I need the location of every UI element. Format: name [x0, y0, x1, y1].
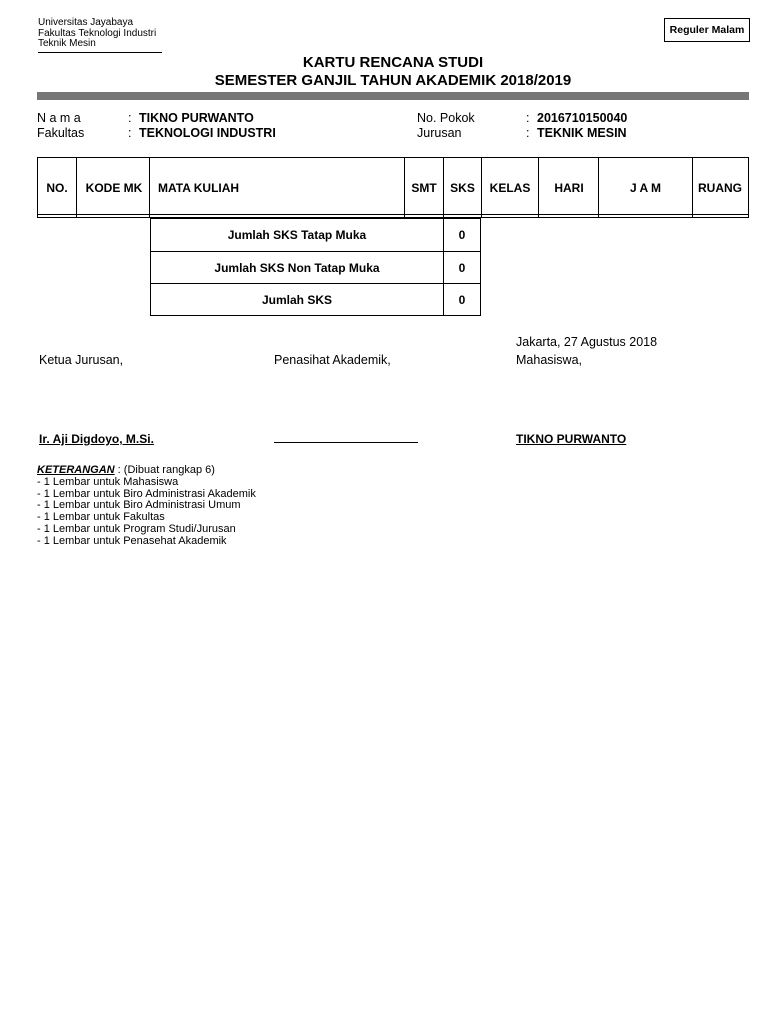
student-signature-name: TIKNO PURWANTO: [516, 432, 627, 446]
academic-advisor-label: Penasihat Akademik,: [274, 353, 391, 367]
institution-block: [38, 18, 156, 50]
column-divider: [149, 158, 150, 217]
column-header-class: KELAS: [489, 180, 531, 195]
name-label: N a m a: [37, 111, 81, 125]
column-header-room: RUANG: [698, 180, 742, 195]
document-subtitle: SEMESTER GANJIL TAHUN AKADEMIK 2018/2019: [214, 72, 572, 89]
notes-item: - 1 Lembar untuk Biro Administrasi Umum: [37, 499, 241, 512]
faculty-name: Fakultas Teknologi Industri: [38, 27, 157, 39]
summary-row: [151, 252, 480, 284]
column-header-time: J A M: [629, 180, 662, 195]
place-date: Jakarta, 27 Agustus 2018: [516, 335, 658, 349]
table-header-underline: [37, 214, 749, 215]
notes-item: - 1 Lembar untuk Mahasiswa: [37, 475, 179, 488]
student-id-value: 2016710150040: [537, 111, 628, 125]
notes-title: KETERANGAN: [37, 464, 115, 476]
summary-label: Jumlah SKS: [261, 293, 333, 307]
department-name: Teknik Mesin: [38, 38, 96, 49]
summary-value: 0: [458, 228, 466, 242]
major-label: Jurusan: [417, 126, 462, 140]
major-value: TEKNIK MESIN: [537, 126, 627, 140]
column-header-day: HARI: [554, 180, 584, 195]
header-divider: [37, 92, 749, 100]
notes-item: - 1 Lembar untuk Program Studi/Jurusan: [37, 522, 236, 535]
summary-row: [151, 284, 480, 316]
name-value: TIKNO PURWANTO: [139, 111, 254, 125]
course-table-header: [37, 157, 749, 218]
student-signature-label: Mahasiswa,: [516, 353, 582, 367]
summary-value: 0: [458, 261, 466, 275]
credits-summary-table: [150, 218, 481, 316]
class-type-badge: Reguler Malam: [664, 18, 750, 42]
major-colon: :: [526, 126, 530, 140]
summary-value: 0: [458, 293, 466, 307]
column-header-course-code: KODE MK: [85, 180, 143, 195]
student-id-colon: :: [526, 111, 530, 125]
faculty-label: Fakultas: [37, 126, 85, 140]
advisor-signature-line: [274, 442, 418, 443]
summary-row: [151, 219, 480, 251]
name-colon: :: [128, 111, 132, 125]
summary-label: Jumlah SKS Non Tatap Muka: [214, 261, 380, 275]
column-header-semester: SMT: [411, 180, 437, 195]
faculty-value: TEKNOLOGI INDUSTRI: [139, 126, 276, 140]
column-header-credits: SKS: [450, 180, 475, 195]
notes-block: [37, 465, 256, 548]
notes-subtitle: : (Dibuat rangkap 6): [114, 464, 215, 476]
head-of-department-name: Ir. Aji Digdoyo, M.Si.: [39, 432, 154, 446]
university-name: Universitas Jayabaya: [38, 17, 134, 28]
faculty-colon: :: [128, 126, 132, 140]
institution-underline: [38, 52, 162, 53]
notes-item: - 1 Lembar untuk Biro Administrasi Akademik: [37, 487, 256, 500]
column-header-no: NO.: [46, 180, 68, 195]
document-title: KARTU RENCANA STUDI: [302, 54, 484, 71]
head-of-department-label: Ketua Jurusan,: [39, 353, 124, 367]
notes-item: - 1 Lembar untuk Penasehat Akademik: [37, 534, 227, 547]
column-header-course-name: MATA KULIAH: [158, 180, 240, 195]
student-id-label: No. Pokok: [417, 111, 475, 125]
notes-item: - 1 Lembar untuk Fakultas: [37, 511, 165, 524]
summary-label: Jumlah SKS Tatap Muka: [227, 228, 367, 242]
